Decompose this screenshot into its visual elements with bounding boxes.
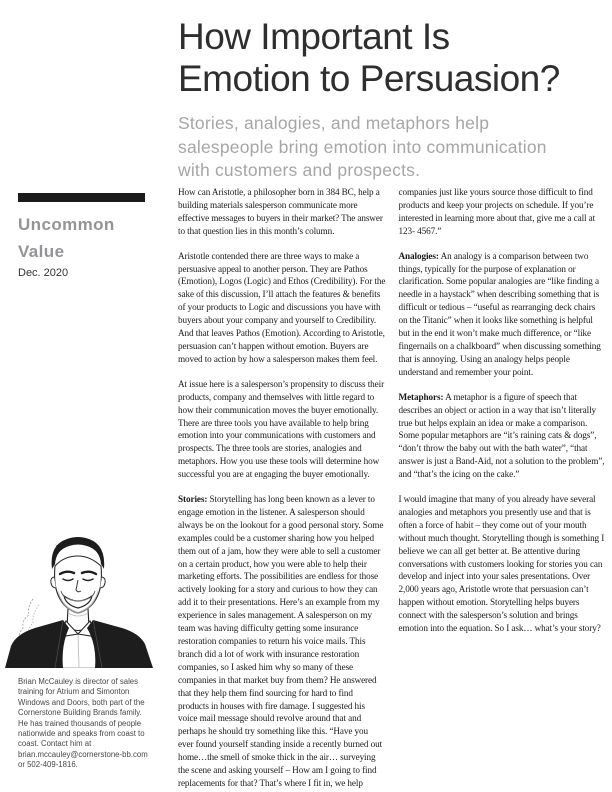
- paragraph: [399, 493, 607, 635]
- title-line-1: How Important Is: [178, 16, 450, 57]
- paragraph-text: Aristotle contended there are three ways to make a persuasive appeal to another person. They are Pathos (Emotion), Logos (Logic) and Ethos (Credibility). For the sake of this discussion, I’ll attach the features & benefits of your products to Logic and discussions you have with buyers about your company and yourself to Credibility. And that leaves Pathos (Emotion). According to Aristotle, persuasion can’t happen without emotion. Buyers are moved to action by how a salesperson makes them feel.: [178, 250, 386, 364]
- brand-title: [18, 211, 115, 265]
- paragraph-text: How can Aristotle, a philosopher born in 384 BC, help a building materials salesperson communicate more effective messages to buyers in their market? The answer to that question lies in this month’s column.: [178, 187, 383, 236]
- paragraph: [178, 250, 386, 366]
- title-line-2: Emotion to Persuasion?: [178, 58, 560, 99]
- author-portrait-photo: [5, 533, 153, 668]
- paragraph: [399, 391, 607, 481]
- paragraph-lead: Metaphors:: [398, 391, 444, 402]
- brand-line-1: Uncommon: [18, 215, 115, 234]
- paragraph-lead: Stories:: [178, 494, 208, 505]
- issue-date: Dec. 2020: [18, 267, 69, 279]
- paragraph: [178, 378, 386, 481]
- paragraph-text: A metaphor is a figure of speech that describes an object or action in a way that isn’t literally true but helps explain an idea or make a comparison. Some popular metaphors are “it’s raining cats & dogs”, “don’t throw the baby out with the bath water”, “that answer is just a Band-Aid, not a solution to the problem”, and “that’s the icing on the cake.”: [398, 391, 605, 480]
- author-bio: Brian McCauley is director of sales training for Atrium and Simonton Windows and Doors, both part of the Cornerstone Building Brands family. He has trained thousands of people nationwide and speaks from coast to coast. Contact him at brian.mccauley@cornerstone-bb.com or 502-409-1816.: [18, 677, 148, 770]
- article-subtitle: Stories, analogies, and metaphors help salespeople bring emotion into communication with customers and prospects.: [178, 113, 547, 180]
- brand-line-2: Value: [18, 242, 65, 261]
- page-title: [178, 16, 598, 100]
- masthead-black-bar: [18, 193, 145, 202]
- paragraph-text: Storytelling has long been known as a lever to engage emotion in the listener. A salesperson should always be on the lookout for a good personal story. Some examples could be a customer sharing how you helped them out of a jam, how they were able to sell a customer on a certain product, how you were able to help their marketing efforts. The possibilities are endless for those actively looking for a story and curious to how they can add it to their presentations. Here’s an example from my experience in sales management. A salesperson on my team was having difficulty getting some insurance restoration companies to return his voice mails. This branch did a lot of work with insurance restoration companies, so I asked him why so many of these companies in that market buy from them? He answered that they help them find sourcing for hard to find products in houses with fire damage. I suggested his voice mail message should revolve around that and perhaps he should try something like this. “Have you ever found yourself standing inside a recently burned out home…the smell of smoke thick in the air… surveying the scene and asking yourself – How am I going to find replacements for that? That’s where I fit in, we help companies just like yours source those difficult to find products and keep your projects on schedule. If you’re interested in learning more about that, give me a call at 123- 4567.”: [178, 187, 596, 788]
- portrait-illustration: [5, 533, 153, 668]
- paragraph-text: At issue here is a salesperson’s propensity to discuss their products, company and themselves with little regard to how their communication moves the buyer emotionally. There are three tools you have available to help bring emotion into your communications with customers and prospects. The three tools are stories, analogies and metaphors. How you use these tools will determine how successful you are at engaging the buyer emotionally.: [178, 378, 385, 480]
- paragraph-text: An analogy is a comparison between two things, typically for the purpose of explanation or clarification. Some popular analogies are “like finding a needle in a haystack” when describing something that is difficult or tedious – “useful as rearranging deck chairs on the Titanic” when it looks like something is helpful but in the end it won’t make much difference, or “like fingernails on a chalkboard” when discussing something that is annoying. Using an analogy helps people understand and remember your point.: [398, 250, 601, 377]
- paragraph: [399, 250, 607, 379]
- paragraph-lead: Analogies:: [398, 250, 439, 261]
- paragraph-text: I would imagine that many of you already have several analogies and metaphors you presently use and that is often a force of habit – they come out of your mouth without much thought. Storytelling though is something I believe we can all get better at. Be attentive during conversations with customers looking for stories you can develop and inject into your sales presentations. Over 2,000 years ago, Aristotle wrote that persuasion can’t happen without emotion. Storytelling helps buyers connect with the salesperson’s solution and brings emotion into the equation. So I ask… what’s your story?: [398, 494, 605, 634]
- paragraph: [178, 186, 386, 238]
- article-body: [178, 186, 606, 790]
- article-header: [178, 16, 598, 183]
